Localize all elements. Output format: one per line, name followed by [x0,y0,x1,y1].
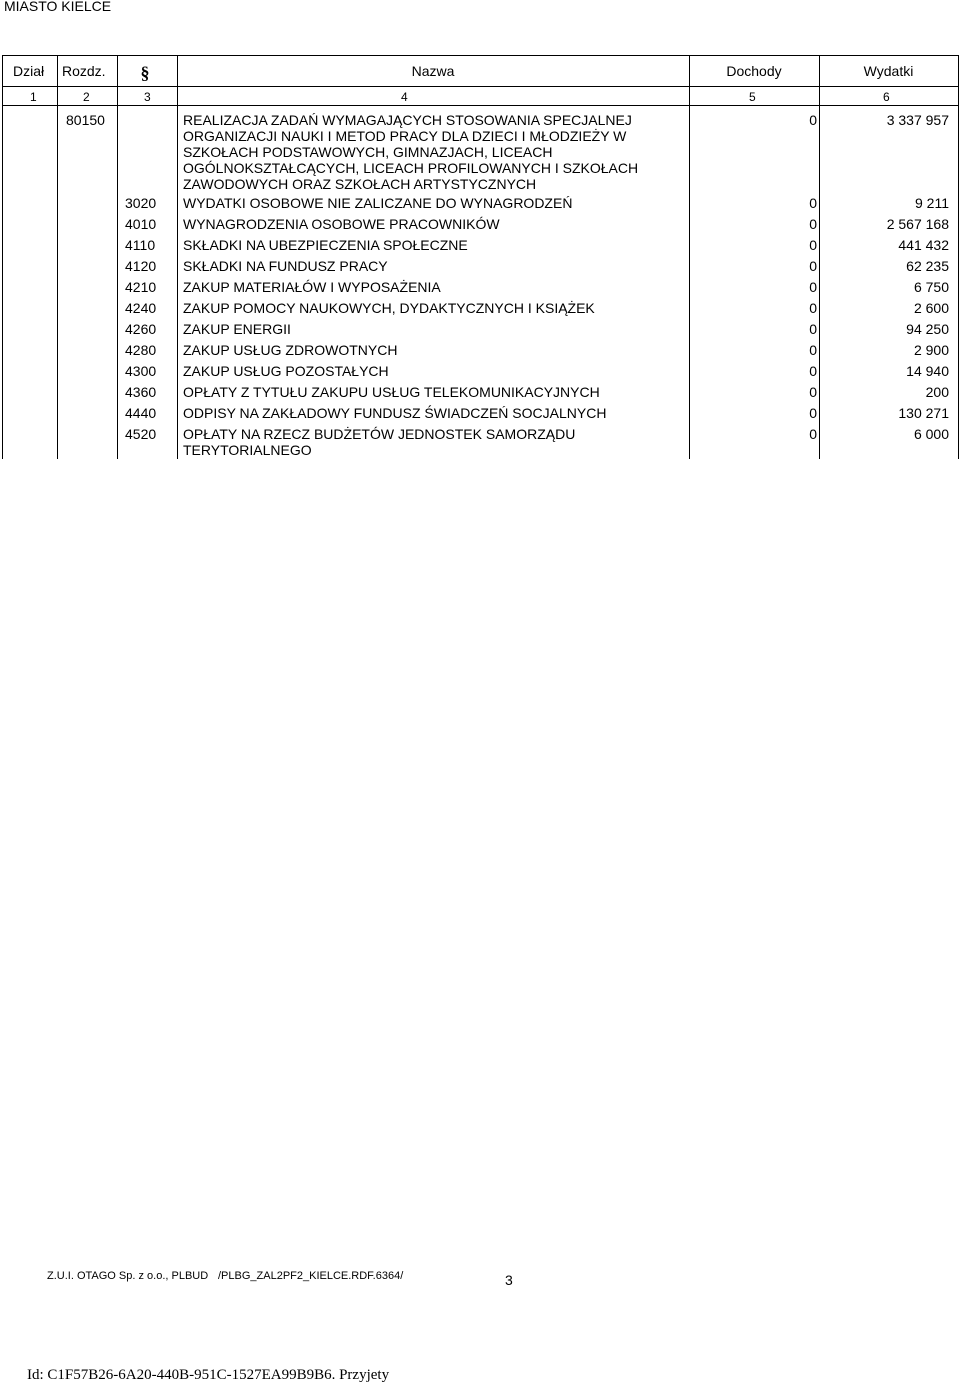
header-dochody: Dochody [726,63,782,79]
row-wydatki: 62 235 [906,258,949,274]
header-wydatki: Wydatki [863,63,914,79]
row-dochody: 0 [809,195,817,211]
row-dochody: 0 [809,216,817,232]
row-wydatki: 94 250 [906,321,949,337]
section-name: REALIZACJA ZADAŃ WYMAGAJĄCYCH STOSOWANIA SPECJALNEJ ORGANIZACJI NAUKI I METOD PRACY DLA DZIECI I MŁODZIEŻY W SZKOŁACH PODSTAWOWYCH, GIMNAZJACH, LICEACH OGÓLNOKSZTAŁCĄCYCH, LICEACH PROFILOWANYCH I SZKOŁACH ZAWODOWYCH ORAZ SZKOŁACH ARTYSTYCZNYCH [183,112,639,192]
column-number: 1 [30,90,37,104]
row-wydatki: 2 900 [913,342,949,358]
header-dzial: Dział [13,63,45,79]
row-name: ZAKUP POMOCY NAUKOWYCH, DYDAKTYCZNYCH I KSIĄŻEK [183,300,595,316]
page-number: 3 [505,1272,513,1288]
budget-table [2,55,959,459]
numbers-divider [3,105,958,106]
row-name: SKŁADKI NA FUNDUSZ PRACY [183,258,388,274]
row-name: OPŁATY Z TYTUŁU ZAKUPU USŁUG TELEKOMUNIKACYJNYCH [183,384,600,400]
svg-text:§: § [140,63,150,82]
row-code: 4520 [125,426,157,442]
row-wydatki: 130 271 [898,405,949,421]
row-code: 4010 [125,216,157,232]
page-title: MIASTO KIELCE [4,0,112,14]
header-nazwa: Nazwa [411,63,455,79]
row-code: 4260 [125,321,157,337]
section-sign-icon [138,62,152,82]
row-name: WYNAGRODZENIA OSOBOWE PRACOWNIKÓW [183,216,500,232]
row-wydatki: 14 940 [906,363,949,379]
row-dochody: 0 [809,300,817,316]
row-name: ZAKUP USŁUG ZDROWOTNYCH [183,342,398,358]
column-number: 6 [883,90,890,104]
section-code: 80150 [66,112,105,128]
footer-report: /PLBG_ZAL2PF2_KIELCE.RDF.6364/ [218,1270,404,1282]
row-dochody: 0 [809,384,817,400]
column-number: 4 [401,90,408,104]
row-code: 4210 [125,279,157,295]
row-dochody: 0 [809,426,817,442]
row-code: 4280 [125,342,157,358]
row-wydatki: 6 000 [913,426,949,442]
row-name: SKŁADKI NA UBEZPIECZENIA SPOŁECZNE [183,237,468,253]
column-divider [177,56,178,459]
column-number: 2 [83,90,90,104]
row-dochody: 0 [809,363,817,379]
row-code: 4440 [125,405,157,421]
header-divider [3,86,958,87]
row-wydatki: 2 567 168 [886,216,949,232]
row-code: 4120 [125,258,157,274]
column-number: 5 [749,90,756,104]
document-id: Id: C1F57B26-6A20-440B-951C-1527EA99B9B6. Przyjety [27,1367,390,1383]
row-code: 4360 [125,384,157,400]
row-dochody: 0 [809,237,817,253]
row-wydatki: 441 432 [898,237,949,253]
header-rozdz: Rozdz. [62,63,106,79]
row-code: 4240 [125,300,157,316]
row-name: ZAKUP MATERIAŁÓW I WYPOSAŻENIA [183,279,441,295]
row-code: 4110 [125,237,156,253]
row-name: ZAKUP USŁUG POZOSTAŁYCH [183,363,389,379]
column-number: 3 [144,90,151,104]
row-dochody: 0 [809,258,817,274]
row-wydatki: 200 [925,384,949,400]
row-dochody: 0 [809,342,817,358]
column-divider [57,56,58,459]
row-name: OPŁATY NA RZECZ BUDŻETÓW JEDNOSTEK SAMORZĄDU TERYTORIALNEGO [183,426,576,458]
row-wydatki: 2 600 [913,300,949,316]
row-dochody: 0 [809,405,817,421]
row-wydatki: 9 211 [915,195,949,211]
section-dochody: 0 [809,112,817,128]
footer-company: Z.U.I. OTAGO Sp. z o.o., PLBUD [47,1270,209,1282]
section-wydatki: 3 337 957 [886,112,949,128]
row-name: WYDATKI OSOBOWE NIE ZALICZANE DO WYNAGRODZEŃ [183,195,573,211]
row-code: 3020 [125,195,157,211]
column-divider [117,56,118,459]
row-dochody: 0 [809,279,817,295]
row-name: ZAKUP ENERGII [183,321,291,337]
row-dochody: 0 [809,321,817,337]
row-code: 4300 [125,363,157,379]
row-wydatki: 6 750 [913,279,949,295]
row-name: ODPISY NA ZAKŁADOWY FUNDUSZ ŚWIADCZEŃ SOCJALNYCH [183,405,607,421]
